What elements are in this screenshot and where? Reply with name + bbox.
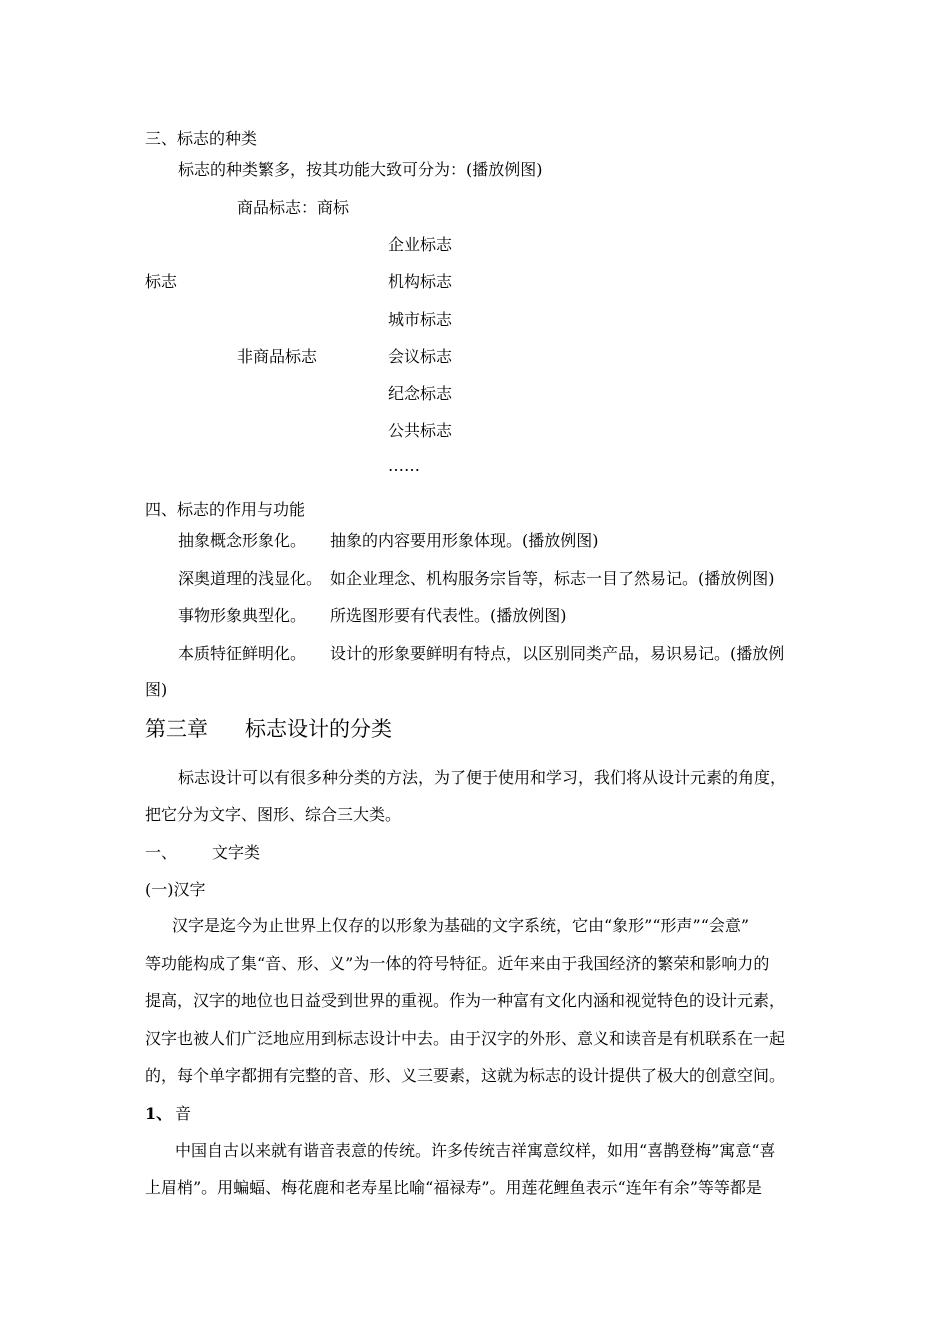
function-desc: 所选图形要有代表性。(播放例图) — [330, 606, 567, 625]
paragraph-line: 提高，汉字的地位也日益受到世界的重视。作为一种富有文化内涵和视觉特色的设计元素， — [145, 991, 786, 1010]
paragraph-line: 汉字是迄今为止世界上仅存的以形象为基础的文字系统，它由“象形”“形声”“会意” — [172, 916, 750, 935]
paragraph-line: 等功能构成了集“音、形、义”为一体的符号特征。近年来由于我国经济的繁荣和影响力的 — [145, 954, 770, 973]
section-heading-functions: 四、标志的作用与功能 — [145, 500, 306, 519]
chapter-number: 第三章 — [145, 717, 208, 741]
function-desc: 抽象的内容要用形象体现。(播放例图) — [330, 531, 599, 550]
section-heading-types: 三、标志的种类 — [145, 129, 258, 148]
logo-type-conference: 会议标志 — [388, 347, 453, 366]
logo-type-commemorative: 纪念标志 — [388, 384, 453, 403]
chapter-title: 标志设计的分类 — [245, 717, 392, 741]
noncommercial-logo-label: 非商品标志 — [237, 347, 318, 366]
chapter-intro-line: 把它分为文字、图形、综合三大类。 — [145, 805, 402, 824]
paragraph-line: 上眉梢”。用蝙蝠、梅花鹿和老寿星比喻“福禄寿”。用莲花鲤鱼表示“连年有余”等等都是 — [145, 1178, 762, 1197]
logo-type-ellipsis: …… — [388, 456, 420, 475]
item-title: 音 — [175, 1104, 192, 1123]
logo-type-institution: 机构标志 — [388, 272, 453, 291]
logo-type-public: 公共标志 — [388, 421, 453, 440]
function-term: 本质特征鲜明化。 — [178, 644, 307, 663]
paragraph-line: 的，每个单字都拥有完整的音、形、义三要素，这就为标志的设计提供了极大的创意空间。 — [145, 1066, 786, 1085]
item-number: 1、 — [145, 1104, 173, 1123]
subsection-title: 文字类 — [212, 843, 261, 862]
chapter-intro-line: 标志设计可以有很多种分类的方法，为了便于使用和学习，我们将从设计元素的角度， — [178, 768, 787, 787]
paragraph-line: 中国自古以来就有谐音表意的传统。许多传统吉祥寓意纹样，如用“喜鹊登梅”寓意“喜 — [175, 1141, 776, 1160]
function-term: 事物形象典型化。 — [178, 606, 307, 625]
function-desc-continuation: 图) — [145, 680, 168, 699]
function-term: 抽象概念形象化。 — [178, 531, 307, 550]
logo-type-city: 城市标志 — [388, 310, 453, 329]
commercial-logo-label: 商品标志：商标 — [237, 198, 350, 217]
function-term: 深奥道理的浅显化。 — [178, 569, 323, 588]
logo-type-enterprise: 企业标志 — [388, 235, 453, 254]
subsection-number: 一、 — [145, 843, 178, 862]
types-intro: 标志的种类繁多，按其功能大致可分为：(播放例图) — [178, 160, 543, 179]
logo-root-label: 标志 — [145, 272, 178, 291]
function-desc: 如企业理念、机构服务宗旨等，标志一目了然易记。(播放例图) — [330, 569, 775, 588]
function-desc: 设计的形象要鲜明有特点，以区别同类产品，易识易记。(播放例 — [330, 644, 785, 663]
subsubsection-heading: (一)汉字 — [145, 880, 206, 899]
paragraph-line: 汉字也被人们广泛地应用到标志设计中去。由于汉字的外形、意义和读音是有机联系在一起 — [145, 1029, 786, 1048]
